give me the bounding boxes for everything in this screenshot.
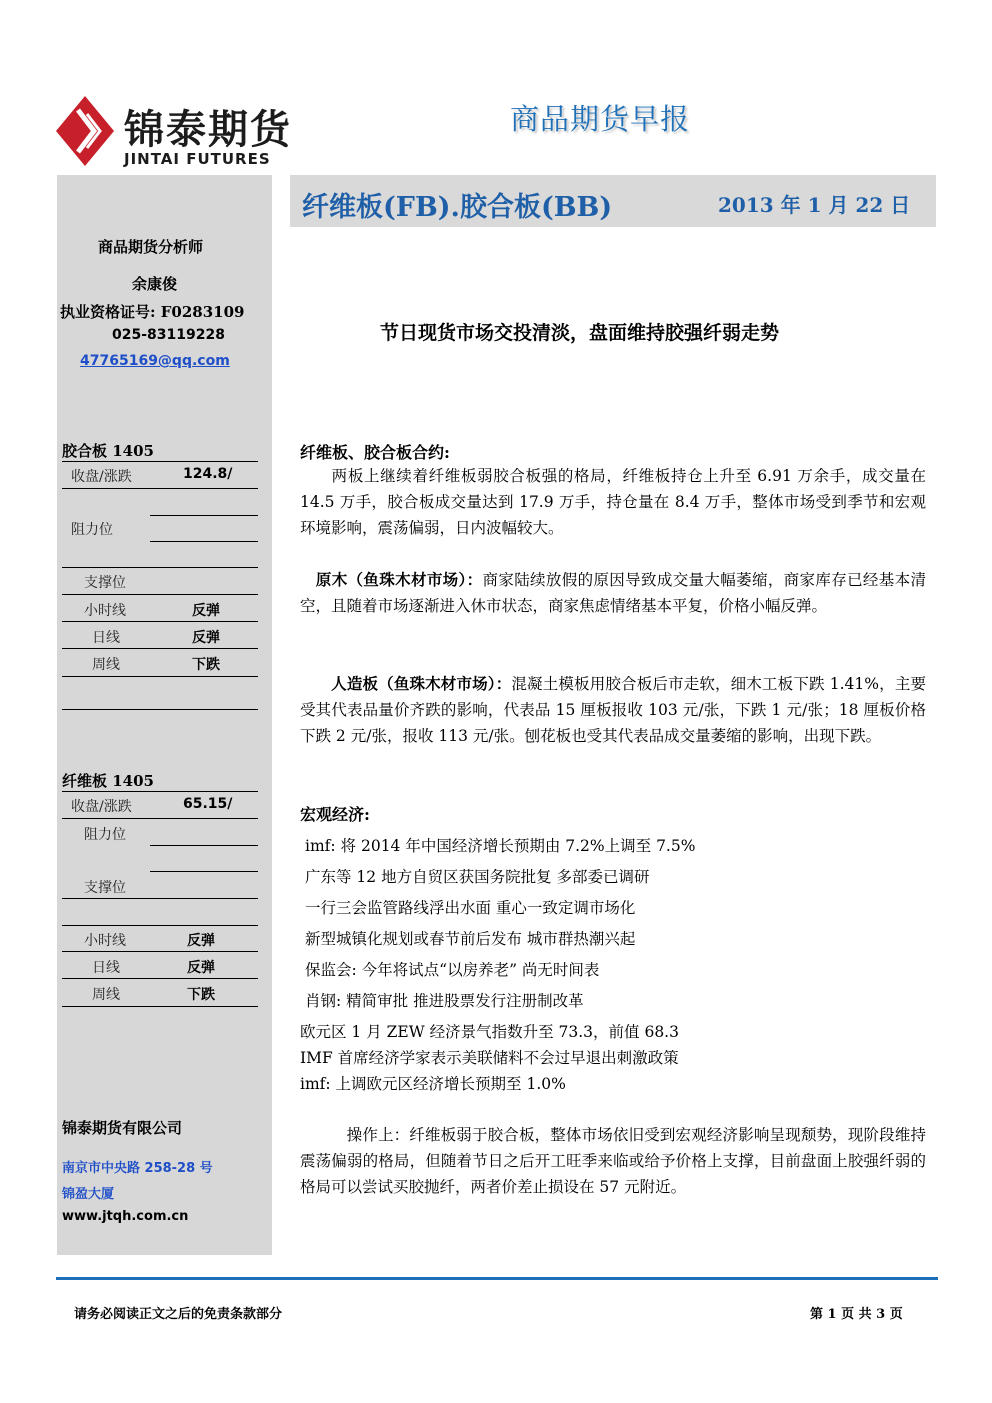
company-address-line1: 南京市中央路 258-28 号 <box>62 1161 213 1176</box>
report-date: 2013 年 1 月 22 日 <box>718 193 911 217</box>
log-market-label: 原木（鱼珠木材市场）： <box>315 570 483 589</box>
fiberboard-weekly-label: 周线 <box>92 987 120 1003</box>
macro-item: IMF 首席经济学家表示美联储料不会过早退出刺激政策 <box>300 1049 679 1067</box>
analyst-name: 余康俊 <box>132 275 178 293</box>
jintai-logo-icon <box>56 96 114 166</box>
contract-heading: 纤维板、胶合板合约: <box>300 443 450 462</box>
plywood-close-value: 124.8/ <box>183 466 233 482</box>
analyst-role: 商品期货分析师 <box>98 238 204 256</box>
plywood-daily-label: 日线 <box>92 630 120 646</box>
company-name: 锦泰期货有限公司 <box>62 1119 183 1137</box>
logo-english-name: JINTAI FUTURES <box>124 150 271 168</box>
board-paragraph <box>300 671 926 749</box>
analyst-email-link[interactable]: 47765169@qq.com <box>80 353 230 369</box>
macro-item: 一行三会监管路线浮出水面 重心一致定调市场化 <box>305 899 636 917</box>
divider <box>62 594 258 595</box>
fiberboard-daily-label: 日线 <box>92 960 120 976</box>
fiberboard-close-label: 收盘/涨跌 <box>71 799 132 815</box>
plywood-hourly-label: 小时线 <box>84 603 126 619</box>
analyst-phone: 025-83119228 <box>112 327 225 343</box>
divider <box>62 567 258 568</box>
resistance-value-line <box>150 845 258 846</box>
macro-item: 欧元区 1 月 ZEW 经济景气指数升至 73.3，前值 68.3 <box>300 1023 679 1041</box>
macro-item: imf: 上调欧元区经济增长预期至 1.0% <box>300 1075 566 1093</box>
plywood-support-label: 支撑位 <box>84 575 126 591</box>
company-address-line2: 锦盈大厦 <box>62 1187 115 1202</box>
board-market-label: 人造板（鱼珠木材市场）： <box>331 674 512 693</box>
plywood-weekly-label: 周线 <box>92 657 120 673</box>
footer-disclaimer: 请务必阅读正文之后的免责条款部分 <box>74 1307 283 1322</box>
macro-item: 保监会: 今年将试点“以房养老” 尚无时间表 <box>305 961 600 979</box>
fiberboard-title: 纤维板 1405 <box>62 772 154 790</box>
log-market-text: 商家陆续放假的原因导致成交量大幅萎缩，商家库存已经基本清空，且随着市场逐渐进入休市状态，商家焦虑情绪基本平复，价格小幅反弹。 <box>300 571 926 615</box>
divider <box>62 951 258 952</box>
contract-text: 两板上继续着纤维板弱胶合板强的格局，纤维板持仓上升至 6.91 万余手，成交量在 14.5 万手，胶合板成交量达到 17.9 万手，持仓量在 8.4 万手，整体市场受到季节和宏观环境影响，震荡偏弱，日内波幅较大。 <box>300 467 926 537</box>
fiberboard-resistance-label: 阻力位 <box>84 827 126 843</box>
fiberboard-support-label: 支撑位 <box>84 880 126 896</box>
divider <box>62 791 258 792</box>
report-title: 商品期货早报 <box>510 102 691 136</box>
divider <box>62 818 258 819</box>
plywood-title: 胶合板 1405 <box>62 442 154 460</box>
divider <box>150 541 258 542</box>
divider <box>62 925 258 926</box>
divider <box>62 709 258 710</box>
divider <box>62 898 258 899</box>
operation-text: 操作上：纤维板弱于胶合板，整体市场依旧受到宏观经济影响呈现颓势，现阶段维持震荡偏弱的格局，但随着节日之后开工旺季来临或给予价格上支撑，目前盘面上胶强纤弱的格局可以尝试买胶抛纤，两者价差止损设在 57 元附近。 <box>300 1126 926 1196</box>
plywood-weekly-signal: 下跌 <box>192 657 220 673</box>
divider <box>62 648 258 649</box>
macro-item: 广东等 12 地方自贸区获国务院批复 多部委已调研 <box>305 868 650 886</box>
contract-paragraph <box>300 463 926 541</box>
fiberboard-close-value: 65.15/ <box>183 796 233 812</box>
divider <box>62 488 258 489</box>
fiberboard-weekly-signal: 下跌 <box>187 987 215 1003</box>
macro-item: 新型城镇化规划或春节前后发布 城市群热潮兴起 <box>305 930 636 948</box>
macro-item: imf: 将 2014 年中国经济增长预期由 7.2%上调至 7.5% <box>305 837 696 855</box>
divider <box>62 1006 258 1007</box>
divider <box>62 461 258 462</box>
product-title: 纤维板(FB).胶合板(BB) <box>302 192 613 223</box>
divider <box>62 676 258 677</box>
fiberboard-daily-signal: 反弹 <box>187 960 215 976</box>
plywood-hourly-signal: 反弹 <box>192 603 220 619</box>
fiberboard-hourly-signal: 反弹 <box>187 933 215 949</box>
macro-heading: 宏观经济: <box>300 805 370 824</box>
plywood-daily-signal: 反弹 <box>192 630 220 646</box>
logo-chinese-name: 锦泰期货 <box>124 107 292 153</box>
divider <box>62 978 258 979</box>
plywood-close-label: 收盘/涨跌 <box>71 469 132 485</box>
analyst-license: 执业资格证号: F0283109 <box>60 303 245 321</box>
company-website-link[interactable]: www.jtqh.com.cn <box>62 1209 189 1224</box>
board-market-text: 混凝土模板用胶合板后市走软，细木工板下跌 1.41%，主要受其代表品量价齐跌的影响，代表品 15 厘板报收 103 元/张，下跌 1 元/张；18 厘板价格下跌 2 元/张，报收 113 元/张。刨花板也受其代表品成交量萎缩的影响，出现下跌。 <box>300 675 926 745</box>
headline: 节日现货市场交投清淡，盘面维持胶强纤弱走势 <box>380 322 780 344</box>
fiberboard-hourly-label: 小时线 <box>84 933 126 949</box>
divider <box>62 621 258 622</box>
plywood-resistance-label: 阻力位 <box>71 522 113 538</box>
footer-divider <box>56 1277 938 1280</box>
footer-page-number: 第 1 页 共 3 页 <box>810 1307 903 1322</box>
log-paragraph <box>300 567 926 619</box>
resistance-value-line <box>150 515 258 516</box>
operation-paragraph <box>300 1122 926 1200</box>
divider <box>150 871 258 872</box>
macro-item: 肖钢: 精简审批 推进股票发行注册制改革 <box>305 992 584 1010</box>
